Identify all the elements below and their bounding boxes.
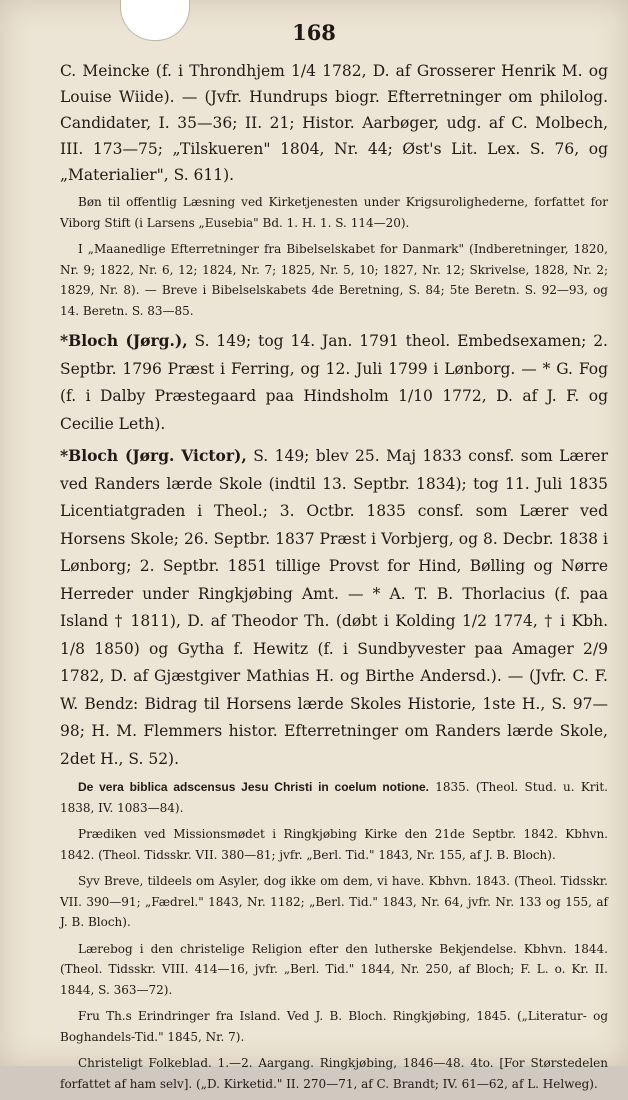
work-item: Syv Breve, tildeels om Asyler, dog ikke om dem, vi have. Kbhvn. 1843. (Theol. Tidsskr. VII. 390—91; „Fædrel." 1843, Nr. 1182; „Berl. Tid." 1843, Nr. 64, jvfr. Nr. 133 og 155, af J. B. Bloch). — [60, 874, 608, 929]
work-item: Fru Th.s Erindringer fra Island. Ved J. B. Bloch. Ringkjøbing, 1845. („Literatur- og Boghandels-Tid." 1845, Nr. 7). — [60, 1009, 608, 1044]
work-text: 1835. (Theol. Stud. u. Krit. 1838, IV. 1083—84). — [60, 780, 609, 815]
work-item: Prædiken ved Missionsmødet i Ringkjøbing Kirke den 21de Septbr. 1842. Kbhvn. 1842. (Theol. Tidsskr. VII. 380—81; jvfr. „Berl. Tid." 1843, Nr. 155, af J. B. Bloch). — [60, 827, 608, 862]
work-item: Christeligt Folkeblad. 1.—2. Aargang. Ringkjøbing, 1846—48. 4to. [For Størstedelen forfattet af ham selv]. („D. Kirketid." II. 270—71, af C. Brandt; IV. 61—62, af L. Helweg). — [60, 1056, 608, 1091]
page-number: 168 — [292, 20, 336, 45]
entry-heading: *Bloch (Jørg.), — [60, 331, 188, 350]
page-content — [60, 58, 608, 1100]
entry-bloch-jorg — [60, 327, 608, 438]
work-item — [60, 777, 608, 818]
work-item: Lærebog i den christelige Religion efter den lutherske Bekjendelse. Kbhvn. 1844. (Theol. Tidsskr. VIII. 414—16, jvfr. „Berl. Tid." 1844, Nr. 250, af Bloch; F. L. o. Kr. II. 1844, S. 363—72). — [60, 941, 608, 997]
paragraph-meincke: C. Meincke (f. i Throndhjem 1/4 1782, D. af Grosserer Henrik M. og Louise Wiide). — (Jvfr. Hundrups biogr. Efterretninger om philolog. Candidater, I. 35—36; II. 21; Histor. Aarbøger, udg. af C. Molbech, III. 173—75; „Tilskueren" 1804, Nr. 44; Øst's Lit. Lex. S. 76, og „Materialier", S. 611). — [60, 62, 608, 184]
entry-body: S. 149; blev 25. Maj 1833 consf. som Lærer ved Randers lærde Skole (indtil 13. Septbr. 1834); tog 11. Juli 1835 Licentiatgraden i Theol.; 3. Octbr. 1835 consf. som Lærer ved Horsens Skole; 26. Septbr. 1837 Præst i Vorbjerg, og 8. Decbr. 1838 i Lønborg; 2. Septbr. 1851 tillige Provst for Hind, Bølling og Nørre Herreder under Ringkjøbing Amt. — * A. T. B. Thorlacius (f. paa Island † 1811), D. af Theodor Th. (døbt i Kolding 1/2 1774, † i Kbh. 1/8 1850) og Gytha f. Hewitz (f. i Sundbyvester paa Amager 2/9 1782, D. af Gjæstgiver Mathias H. og Birthe Andersd.). — (Jvfr. C. F. W. Bendz: Bidrag til Horsens lærde Skoles Historie, 1ste H., S. 97—98; H. M. Flemmers histor. Efterretninger om Randers lærde Skole, 2det H., S. 52). — [60, 447, 608, 768]
work-latin-title: De vera biblica adscensus Jesu Christi in coelum notione. — [78, 780, 429, 794]
paragraph-bon: Bøn til offentlig Læsning ved Kirketjenesten under Krigsurolighederne, forfattet for Viborg Stift (i Larsens „Eusebia" Bd. 1. H. 1. S. 114—20). — [60, 195, 608, 230]
entry-bloch-jorg-victor — [60, 442, 608, 773]
entry-heading: *Bloch (Jørg. Victor), — [60, 446, 247, 465]
paragraph-maanedlige: I „Maanedlige Efterretninger fra Bibelselskabet for Danmark" (Indberetninger, 1820, Nr. 9; 1822, Nr. 6, 12; 1824, Nr. 7; 1825, Nr. 5, 10; 1827, Nr. 12; Skrivelse, 1828, Nr. 2; 1829, Nr. 8). — Breve i Bibelselskabets 4de Beretning, S. 84; 5te Beretn. S. 92—93, og 14. Beretn. S. 83—85. — [60, 242, 608, 318]
entry-body: S. 149; tog 14. Jan. 1791 theol. Embedsexamen; 2. Septbr. 1796 Præst i Ferring, og 12. Juli 1799 i Lønborg. — * G. Fog (f. i Dalby Præstegaard paa Hindsholm 1/10 1772, D. af J. F. og Cecilie Leth). — [60, 332, 608, 433]
